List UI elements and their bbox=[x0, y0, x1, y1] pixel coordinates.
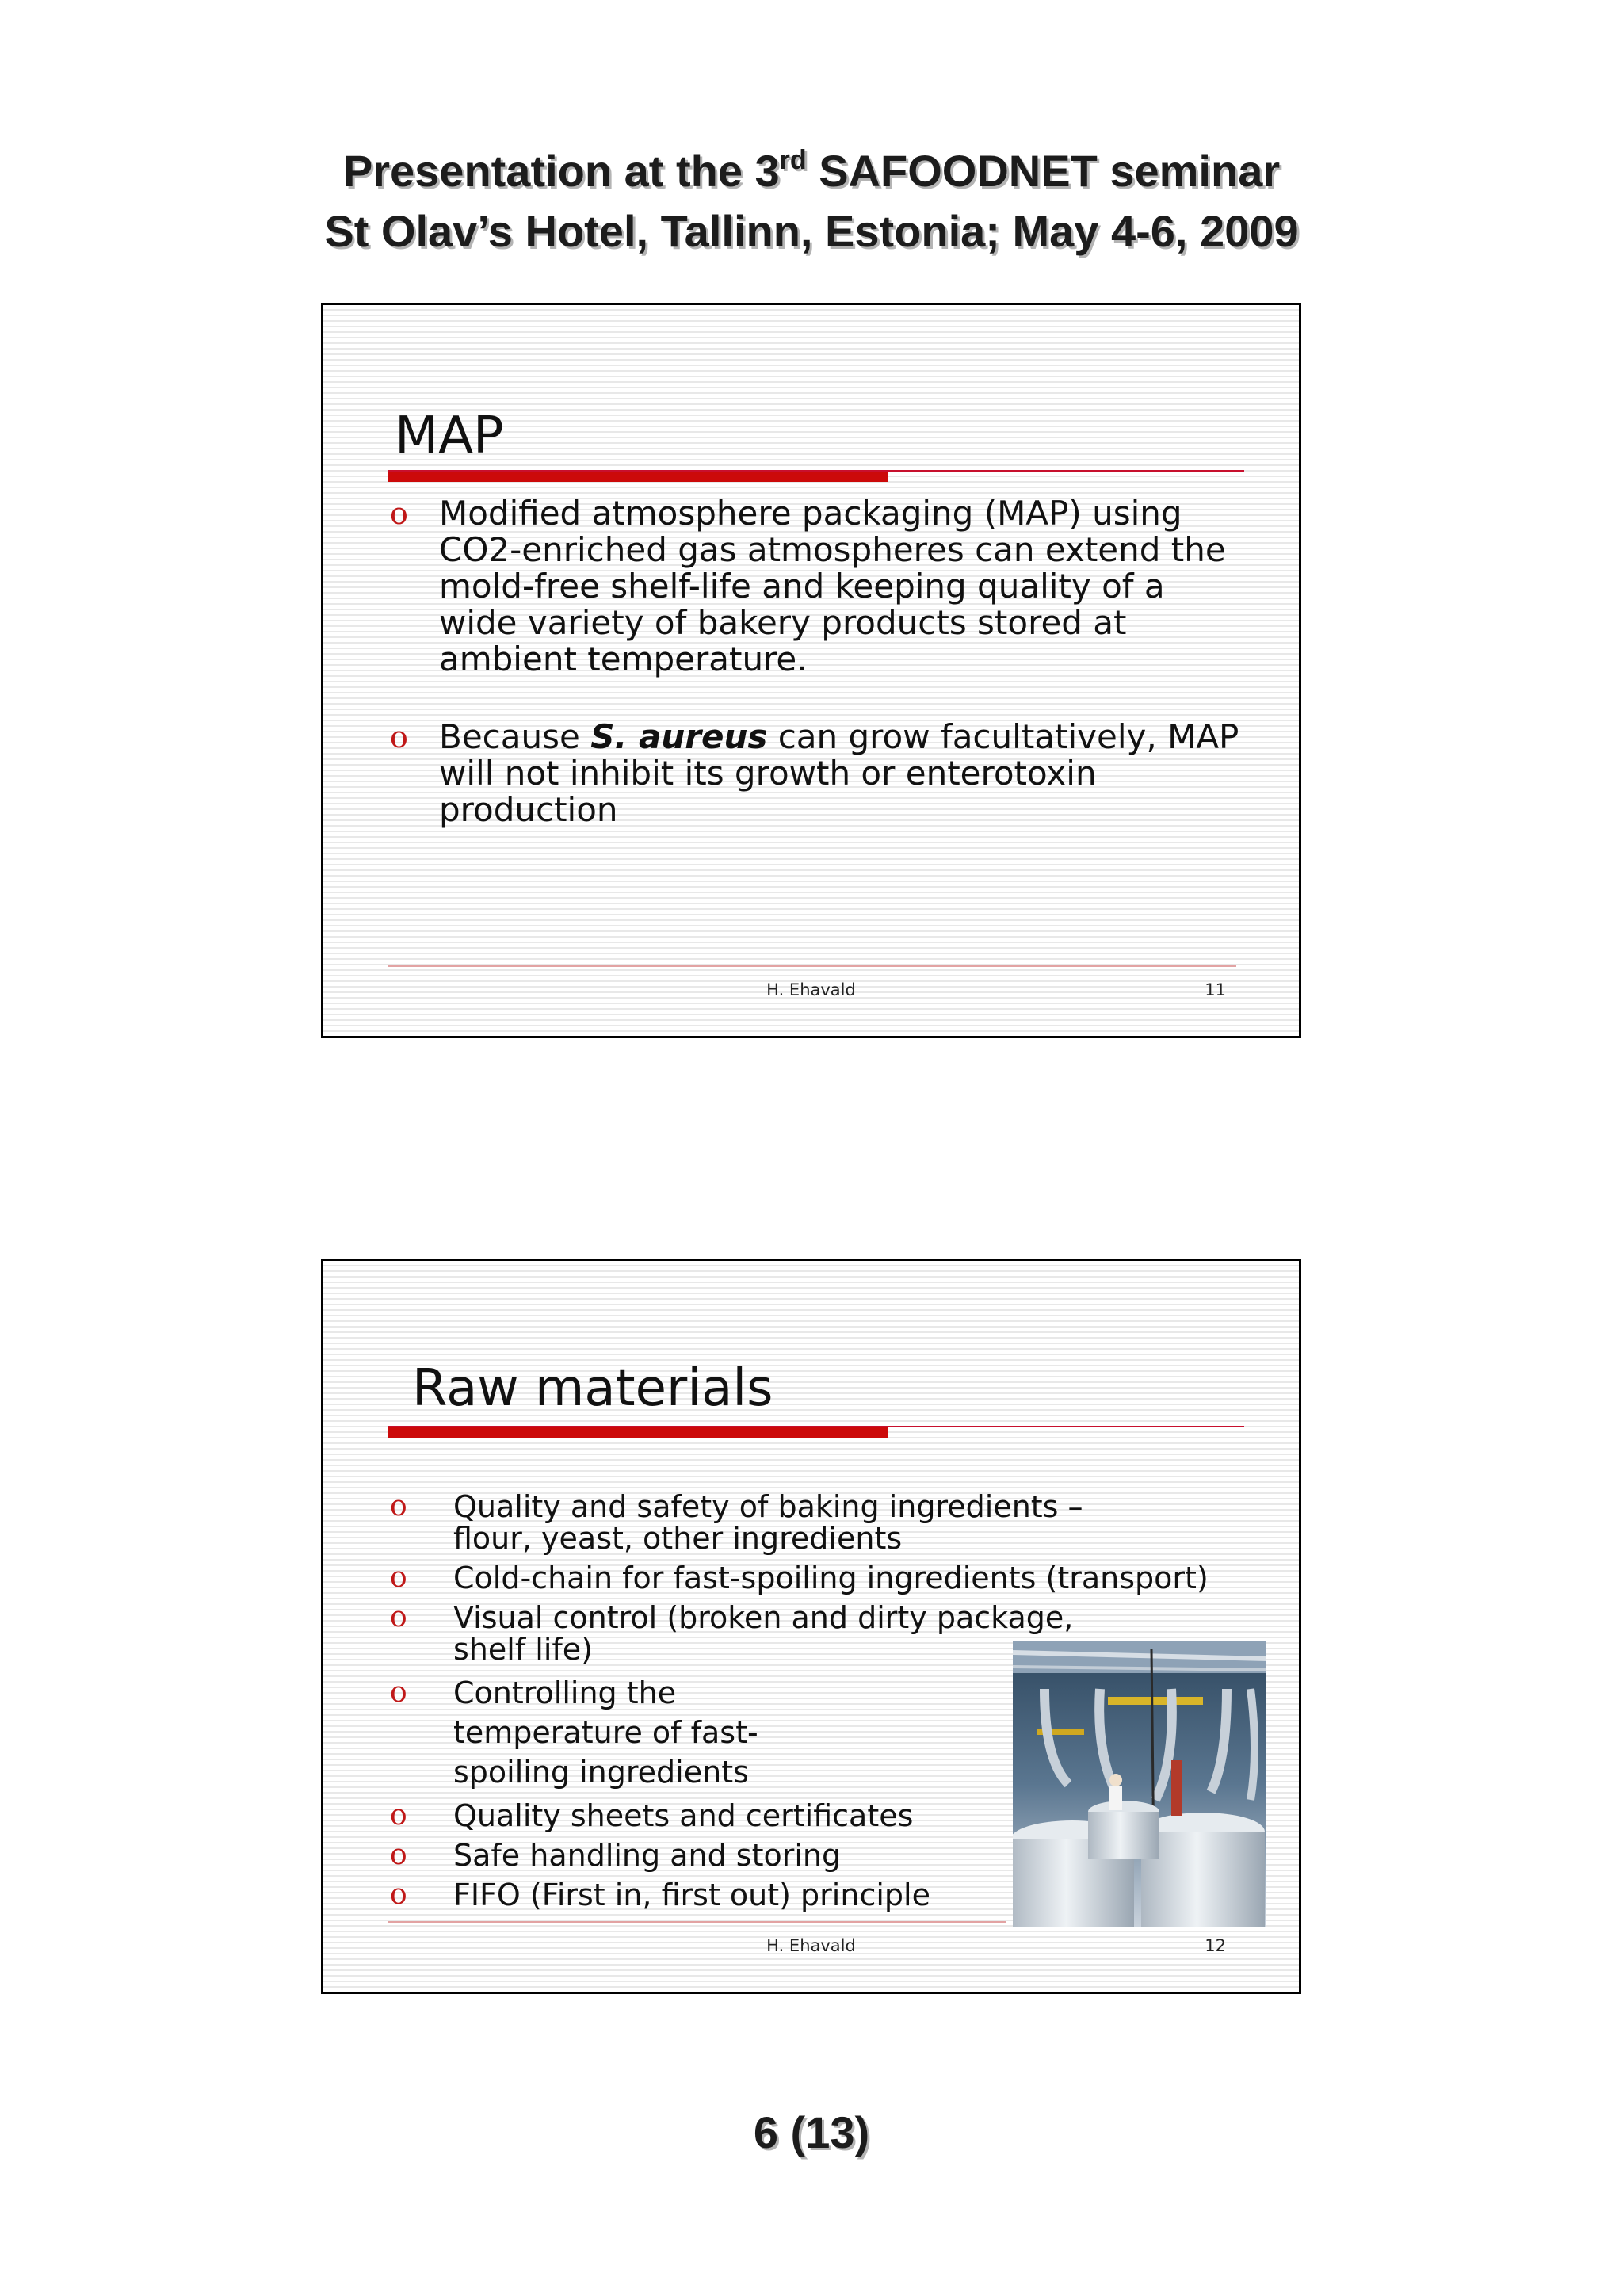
bullet-item: o Modified atmosphere packaging (MAP) using CO2-enriched gas atmospheres can extend the mold-free shelf-life and keeping quality of a wide variety of bakery products stored at ambient temperature. bbox=[390, 494, 1226, 678]
title-accent-bar bbox=[388, 1427, 888, 1438]
bullet-item: o Safe handling and storing bbox=[390, 1838, 842, 1873]
page-number: 6 (13) bbox=[753, 2107, 870, 2157]
bullet-marker: o bbox=[390, 720, 408, 755]
slide-title: Raw materials bbox=[412, 1359, 773, 1418]
slide-raw-materials bbox=[321, 1259, 1301, 1994]
bullet-marker: o bbox=[390, 1490, 407, 1522]
flour-silo-photo bbox=[1013, 1641, 1266, 1927]
bullet-item: o Quality and safety of baking ingredients –flour, yeast, other ingredients bbox=[390, 1489, 1083, 1556]
bullet-marker: o bbox=[390, 1839, 407, 1871]
header-line-2: St Olav’s Hotel, Tallinn, Estonia; May 4-6, 2009 bbox=[324, 206, 1299, 256]
bullet-item: o Visual control (broken and dirty package, shelf life) bbox=[390, 1600, 1074, 1667]
bullet-marker: o bbox=[390, 1878, 407, 1911]
footer-author: H. Ehavald bbox=[766, 980, 856, 999]
bullet-marker: o bbox=[390, 1601, 407, 1633]
footer-rule bbox=[388, 965, 1236, 967]
bullet-marker: o bbox=[390, 1676, 407, 1709]
bullet-item: o Controlling the temperature of fast-spoiling ingredients bbox=[390, 1673, 1251, 1792]
slide-number: 12 bbox=[1205, 1936, 1226, 1955]
footer-author: H. Ehavald bbox=[766, 1936, 856, 1955]
slide-number: 11 bbox=[1205, 980, 1226, 999]
title-accent-bar bbox=[388, 472, 888, 482]
bullet-marker: o bbox=[390, 1799, 407, 1832]
bullet-list bbox=[390, 495, 1251, 869]
header-line-1: Presentation at the 3rd SAFOODNET seminar bbox=[342, 145, 1281, 196]
page-header bbox=[0, 141, 1623, 262]
bullet-item: o Quality sheets and certificates bbox=[390, 1798, 914, 1833]
slide-title: MAP bbox=[395, 407, 504, 465]
bullet-item: o Because S. aureus can grow facultatively, MAP will not inhibit its growth or enterotoxin production bbox=[390, 717, 1239, 829]
bullet-item: o FIFO (First in, first out) principle bbox=[390, 1878, 930, 1912]
bullet-marker: o bbox=[390, 496, 408, 531]
species-name: S. aureus bbox=[590, 717, 768, 756]
bullet-item: o Cold-chain for fast-spoiling ingredients (transport) bbox=[390, 1561, 1209, 1595]
footer-rule bbox=[388, 1921, 1006, 1923]
bullet-marker: o bbox=[390, 1561, 407, 1594]
slide-map bbox=[321, 303, 1301, 1038]
